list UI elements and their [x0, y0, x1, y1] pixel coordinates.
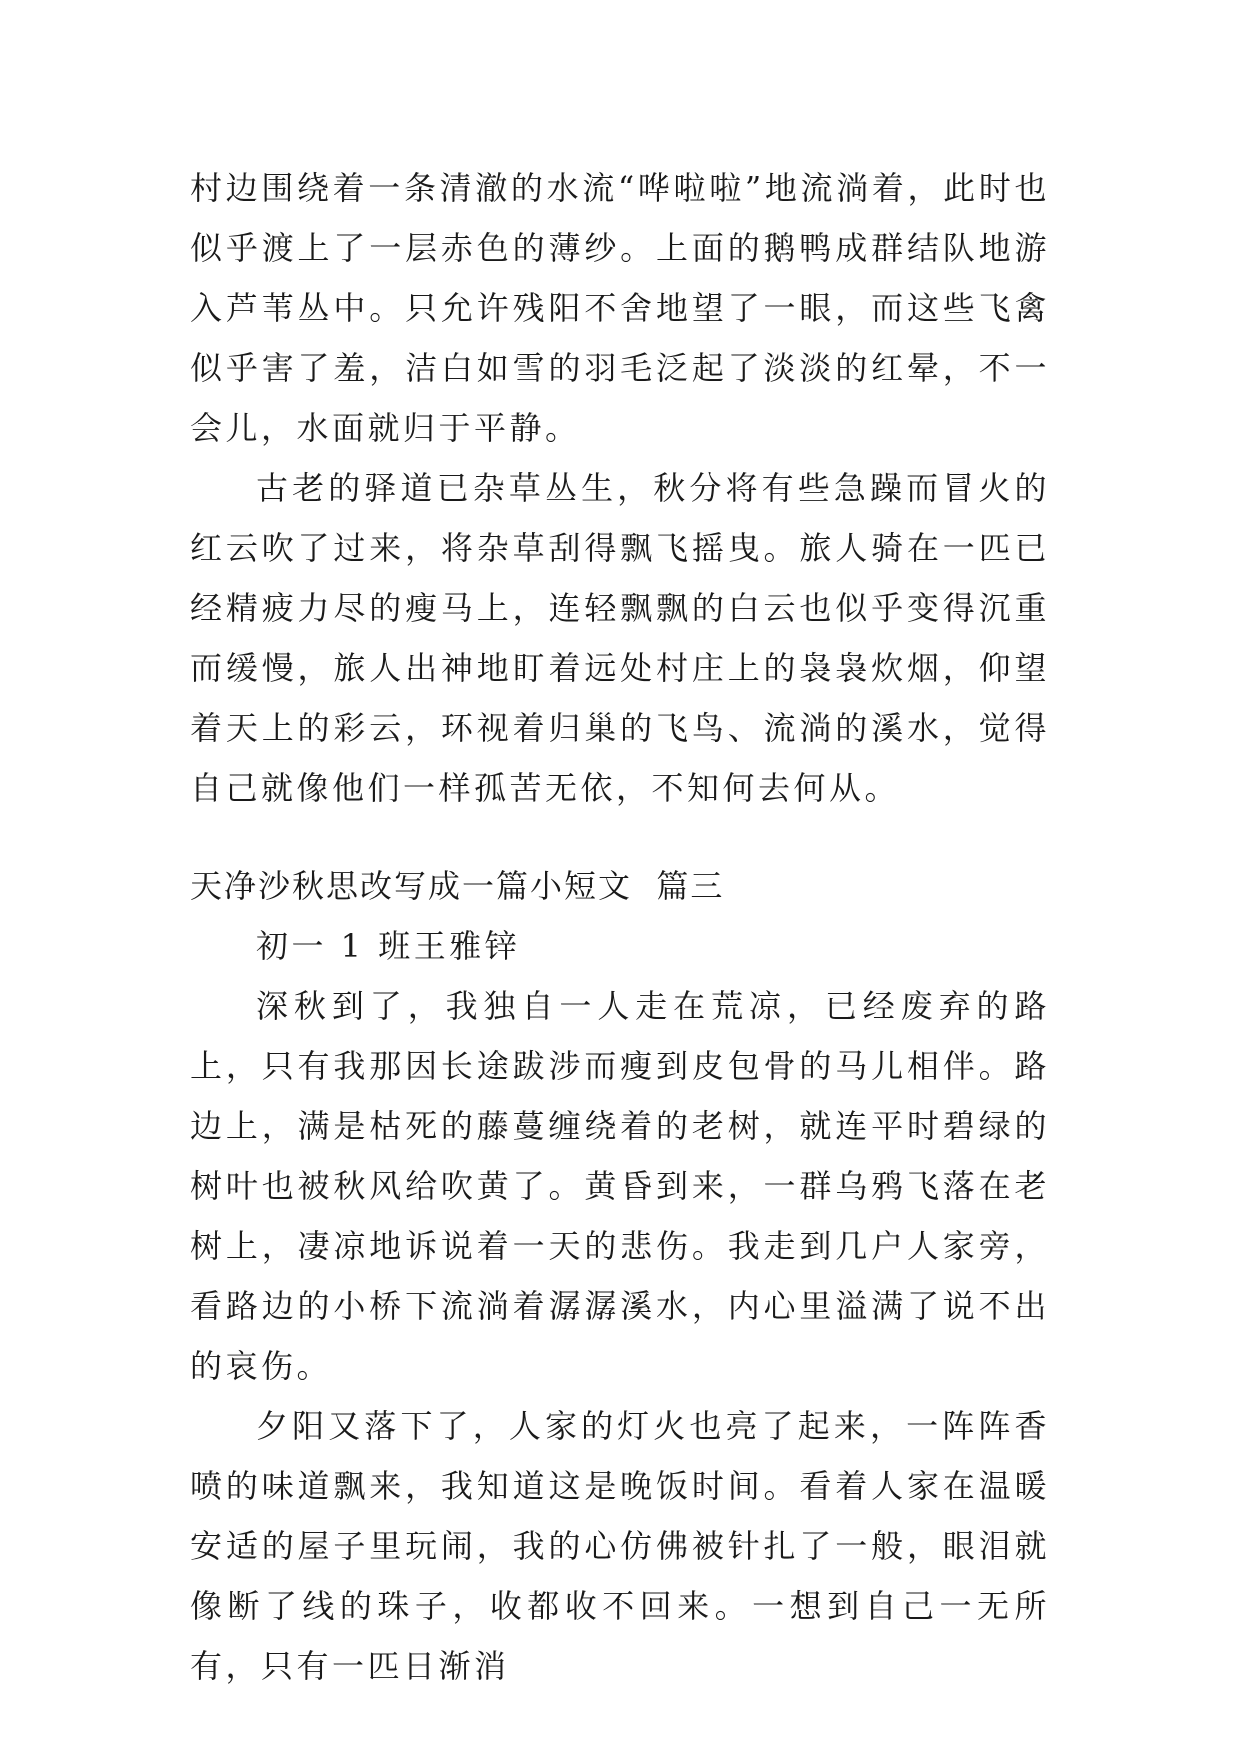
author-line: 初一 1 班王雅锌 [256, 927, 521, 965]
paragraph-late-autumn: 深秋到了，我独自一人走在荒凉，已经废弃的路上，只有我那因长途跋涉而瘦到皮包骨的马儿相伴。路边上，满是枯死的藤蔓缠绕着的老树，就连平时碧绿的树叶也被秋风给吹黄了。黄昏到来，一群乌鸦飞落在老树上，凄凉地诉说着一天的悲伤。我走到几户人家旁，看路边的小桥下流淌着潺潺溪水，内心里溢满了说不出的哀伤。 [190, 987, 1050, 1385]
paragraph-village-stream: 村边围绕着一条清澈的水流“哗啦啦”地流淌着，此时也似乎渡上了一层赤色的薄纱。上面的鹅鸭成群结队地游入芦苇丛中。只允许残阳不舍地望了一眼，而这些飞禽似乎害了羞，洁白如雪的羽毛泛起了淡淡的红晕，不一会儿，水面就归于平静。 [190, 169, 1050, 447]
section-three [190, 856, 1050, 1696]
paragraph-sunset: 夕阳又落下了，人家的灯火也亮了起来，一阵阵香喷的味道飘来，我知道这是晚饭时间。看着人家在温暖安适的屋子里玩闹，我的心仿佛被针扎了一般，眼泪就像断了线的珠子，收都收不回来。一想到自己一无所有，只有一匹日渐消 [190, 1407, 1050, 1685]
section-two-body [190, 158, 1050, 818]
section-heading: 天净沙秋思改写成一篇小短文 篇三 [190, 867, 725, 905]
paragraph-ancient-road: 古老的驿道已杂草丛生，秋分将有些急躁而冒火的红云吹了过来，将杂草刮得飘飞摇曳。旅人骑在一匹已经精疲力尽的瘦马上，连轻飘飘的白云也似乎变得沉重而缓慢，旅人出神地盯着远处村庄上的袅袅炊烟，仰望着天上的彩云，环视着归巢的飞鸟、流淌的溪水，觉得自己就像他们一样孤苦无依，不知何去何从。 [190, 469, 1050, 807]
